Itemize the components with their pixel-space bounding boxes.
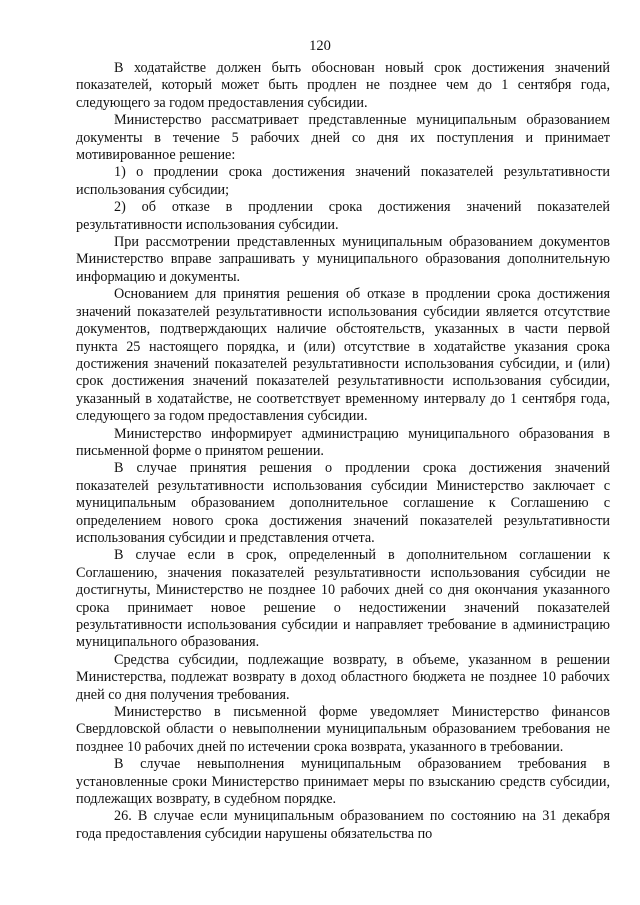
paragraph-option-extension: 1) о продлении срока достижения значений показателей результативности использования субсидии; [76,164,610,198]
paragraph-finance-notice: Министерство в письменной форме уведомляет Министерство финансов Свердловской области о невыполнении муниципальным образованием требования не позднее 10 рабочих дней по истечении срока возврата, указанного в требовании. [76,704,610,755]
document-body [76,60,610,843]
paragraph-item-26: 26. В случае если муниципальным образованием по состоянию на 31 декабря года предоставления субсидии нарушены обязательства по [76,808,610,842]
paragraph-refusal-grounds: Основанием для принятия решения об отказе в продлении срока достижения значений показателей результативности использования субсидии является отсутствие документов, подтверждающих наличие обстоятельств, указанных в части первой пункта 25 настоящего порядка, и (или) отсутствие в ходатайстве указания срока достижения значений показателей результативности использования субсидии, и (или) срок достижения значений показателей результативности использования субсидии, указанный в ходатайстве, не соответствует временному интервалу до 1 сентября года, следующего за годом предоставления субсидии. [76,286,610,425]
paragraph-notification: Министерство информирует администрацию муниципального образования в письменной форме о принятом решении. [76,425,610,459]
paragraph-refund: Средства субсидии, подлежащие возврату, в объеме, указанном в решении Министерства, подлежат возврату в доход областного бюджета не позднее 10 рабочих дней со дня получения требования. [76,651,610,703]
page-number: 120 [309,38,331,54]
paragraph-petition-justification: В ходатайстве должен быть обоснован новый срок достижения значений показателей, который может быть продлен не позднее чем до 1 сентября года, следующего за годом предоставления субсидии. [76,60,610,111]
paragraph-additional-info: При рассмотрении представленных муниципальным образованием документов Министерство вправе запрашивать у муниципального образования дополнительную информацию и документы. [76,234,610,285]
paragraph-ministry-review: Министерство рассматривает представленные муниципальным образованием документы в течение 5 рабочих дней со дня их поступления и принимает мотивированное решение: [76,112,610,164]
paragraph-court-recovery: В случае невыполнения муниципальным образованием требования в установленные сроки Министерство принимает меры по взысканию средств субсидии, подлежащих возврату, в судебном порядке. [76,756,610,808]
paragraph-additional-agreement: В случае принятия решения о продлении срока достижения значений показателей результативности использования субсидии Министерство заключает с муниципальным образованием дополнительное соглашение к Соглашению с определением нового срока достижения значений показателей результативности использования субсидии и представления отчета. [76,460,610,546]
paragraph-option-refusal: 2) об отказе в продлении срока достижения значений показателей результативности использования субсидии. [76,199,610,233]
paragraph-new-decision: В случае если в срок, определенный в дополнительном соглашении к Соглашению, значения показателей результативности использования субсидии не достигнуты, Министерство не позднее 10 рабочих дней со дня окончания указанного срока принимает новое решение о недостижении значений показателей результативности использования субсидии и направляет требование в администрацию муниципального образования. [76,547,610,651]
